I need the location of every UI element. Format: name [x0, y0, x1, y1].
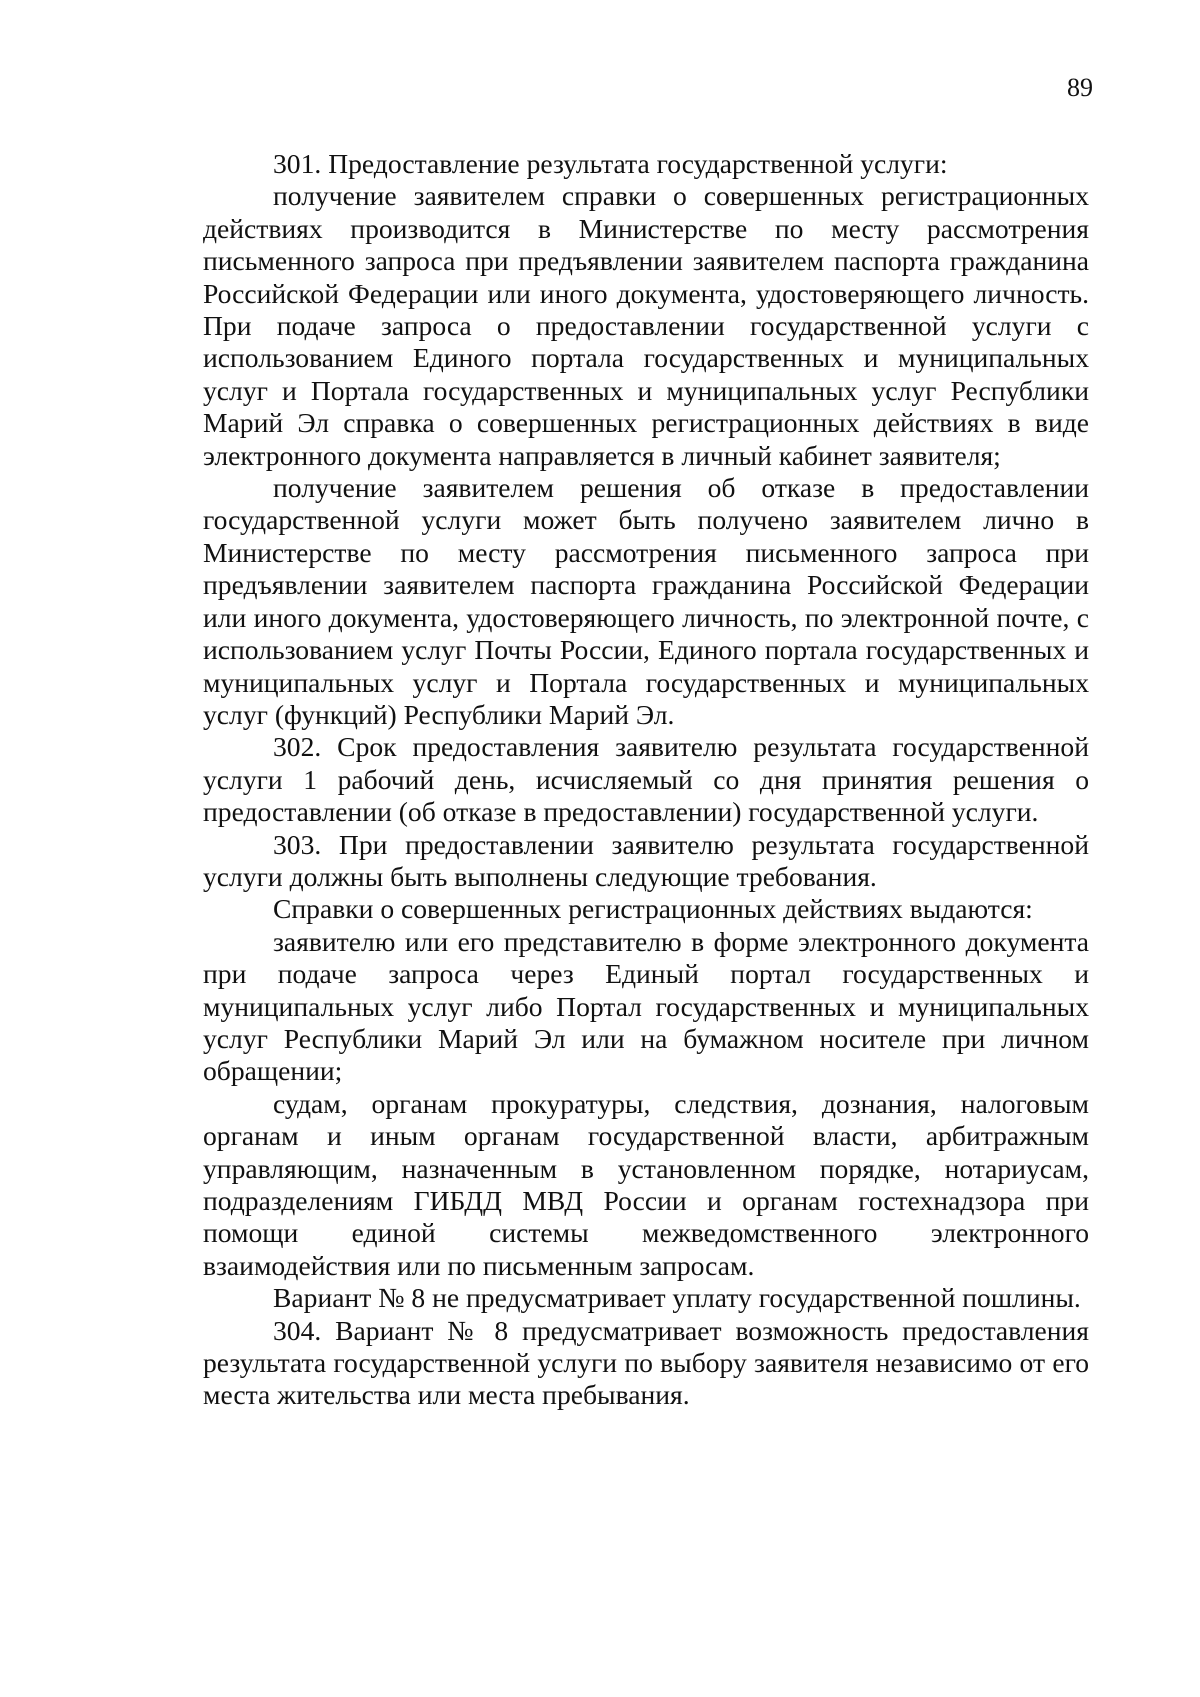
- paragraph-refusal-receipt: получение заявителем решения об отказе в предоставлении государственной услуги может быть получено заявителем лично в Министерстве по месту рассмотрения письменного запроса при предъявлении заявителем паспорта гражданина Российской Федерации или иного документа, удостоверяющего личность, по электронной почте, с использованием услуг Почты России, Единого портала государственных и муниципальных услуг и Портала государственных и муниципальных услуг (функций) Республики Марий Эл.: [203, 472, 1089, 730]
- paragraph-301-heading: 301. Предоставление результата государственной услуги:: [273, 148, 948, 179]
- paragraph-certificate-receipt: получение заявителем справки о совершенных регистрационных действиях производится в Министерстве по месту рассмотрения письменного запроса при предъявлении заявителем паспорта гражданина Российской Федерации или иного документа, удостоверяющего личность. При подаче запроса о предоставлении государственной услуги с использованием Единого портала государственных и муниципальных услуг и Портала государственных и муниципальных услуг Республики Марий Эл справка о совершенных регистрационных действиях в виде электронного документа направляется в личный кабинет заявителя;: [203, 180, 1089, 471]
- paragraph-to-authorities: судам, органам прокуратуры, следствия, дознания, налоговым органам и иным органам государственной власти, арбитражным управляющим, назначенным в установленном порядке, нотариусам, подразделениям ГИБДД МВД России и органам гостехнадзора при помощи единой системы межведомственного электронного взаимодействия или по письменным запросам.: [203, 1087, 1089, 1281]
- document-body: [203, 148, 1089, 1412]
- paragraph-to-applicant: заявителю или его представителю в форме электронного документа при подаче запроса через Единый портал государственных и муниципальных услуг либо Портал государственных и муниципальных услуг Республики Марий Эл или на бумажном носителе при личном обращении;: [203, 925, 1089, 1087]
- paragraph-303-requirements: 303. При предоставлении заявителю результата государственной услуги должны быть выполнены следующие требования.: [203, 828, 1089, 892]
- paragraph-no-state-duty: Вариант № 8 не предусматривает уплату государственной пошлины.: [273, 1282, 1081, 1314]
- paragraph-certificates-issued: Справки о совершенных регистрационных действиях выдаются:: [273, 893, 1033, 925]
- page-number: 89: [1067, 73, 1093, 102]
- paragraph-304-extraterritorial: 304. Вариант № 8 предусматривает возможность предоставления результата государственной услуги по выбору заявителя независимо от его места жительства или места пребывания.: [203, 1314, 1089, 1411]
- paragraph-302-deadline: 302. Срок предоставления заявителю результата государственной услуги 1 рабочий день, исчисляемый со дня принятия решения о предоставлении (об отказе в предоставлении) государственной услуги.: [203, 731, 1089, 828]
